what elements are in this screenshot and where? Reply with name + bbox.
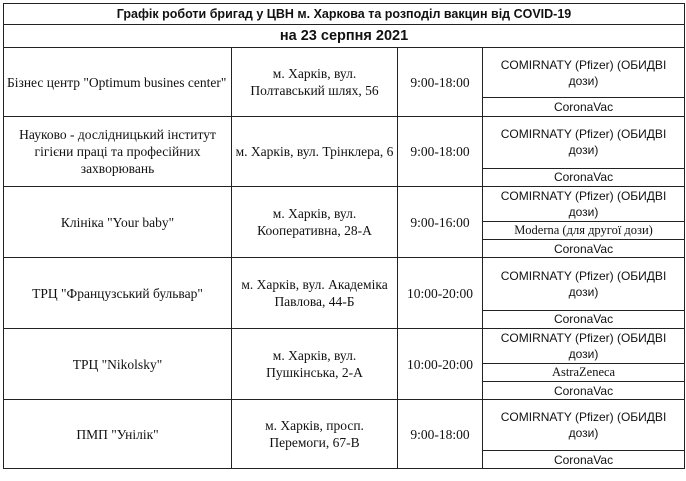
site-name: ТРЦ "Французський бульвар" xyxy=(4,258,232,329)
table-row xyxy=(4,117,685,169)
site-hours: 9:00-18:00 xyxy=(398,117,483,187)
site-name: Клініка "Your baby" xyxy=(4,187,232,258)
vaccine-item: COMIRNATY (Pfizer) (ОБИДВІ дози) xyxy=(483,258,685,311)
vaccine-item: COMIRNATY (Pfizer) (ОБИДВІ дози) xyxy=(483,329,685,364)
document-date: на 23 серпня 2021 xyxy=(4,25,685,48)
vaccine-item: CoronaVac xyxy=(483,310,685,328)
table-row xyxy=(4,187,685,222)
site-name: ТРЦ "Nikolsky" xyxy=(4,329,232,400)
vaccine-item: CoronaVac xyxy=(483,382,685,400)
date-row xyxy=(4,25,685,48)
schedule-sheet xyxy=(3,3,684,481)
document-title: Графік роботи бригад у ЦВН м. Харкова та розподіл вакцин від COVID-19 xyxy=(4,4,685,25)
site-hours: 10:00-20:00 xyxy=(398,258,483,329)
vaccine-item: AstraZeneca xyxy=(483,364,685,382)
site-address: м. Харків, вул. Пушкінська, 2-А xyxy=(232,329,398,400)
vaccine-item: CoronaVac xyxy=(483,98,685,117)
title-row xyxy=(4,4,685,25)
site-hours: 9:00-16:00 xyxy=(398,187,483,258)
vaccine-item: COMIRNATY (Pfizer) (ОБИДВІ дози) xyxy=(483,48,685,98)
vaccine-item: Moderna (для другої дози) xyxy=(483,222,685,240)
site-address: м. Харків, вул. Полтавський шлях, 56 xyxy=(232,48,398,117)
table-row xyxy=(4,400,685,451)
site-name: Науково - дослідницький інститут гігієни праці та професійних захворювань xyxy=(4,117,232,187)
vaccine-item: COMIRNATY (Pfizer) (ОБИДВІ дози) xyxy=(483,187,685,222)
site-address: м. Харків, вул. Трінклера, 6 xyxy=(232,117,398,187)
site-address: м. Харків, просп. Перемоги, 67-В xyxy=(232,400,398,469)
site-address: м. Харків, вул. Кооперативна, 28-А xyxy=(232,187,398,258)
schedule-table xyxy=(3,3,685,469)
vaccine-item: COMIRNATY (Pfizer) (ОБИДВІ дози) xyxy=(483,400,685,451)
vaccine-item: CoronaVac xyxy=(483,240,685,258)
table-row xyxy=(4,48,685,98)
site-address: м. Харків, вул. Академіка Павлова, 44-Б xyxy=(232,258,398,329)
vaccine-item: CoronaVac xyxy=(483,168,685,186)
site-name: ПМП "Унілік" xyxy=(4,400,232,469)
site-hours: 9:00-18:00 xyxy=(398,48,483,117)
vaccine-item: COMIRNATY (Pfizer) (ОБИДВІ дози) xyxy=(483,117,685,169)
site-hours: 9:00-18:00 xyxy=(398,400,483,469)
site-name: Бізнес центр "Optimum busines center" xyxy=(4,48,232,117)
table-row xyxy=(4,258,685,311)
table-row xyxy=(4,329,685,364)
site-hours: 10:00-20:00 xyxy=(398,329,483,400)
vaccine-item: CoronaVac xyxy=(483,451,685,469)
